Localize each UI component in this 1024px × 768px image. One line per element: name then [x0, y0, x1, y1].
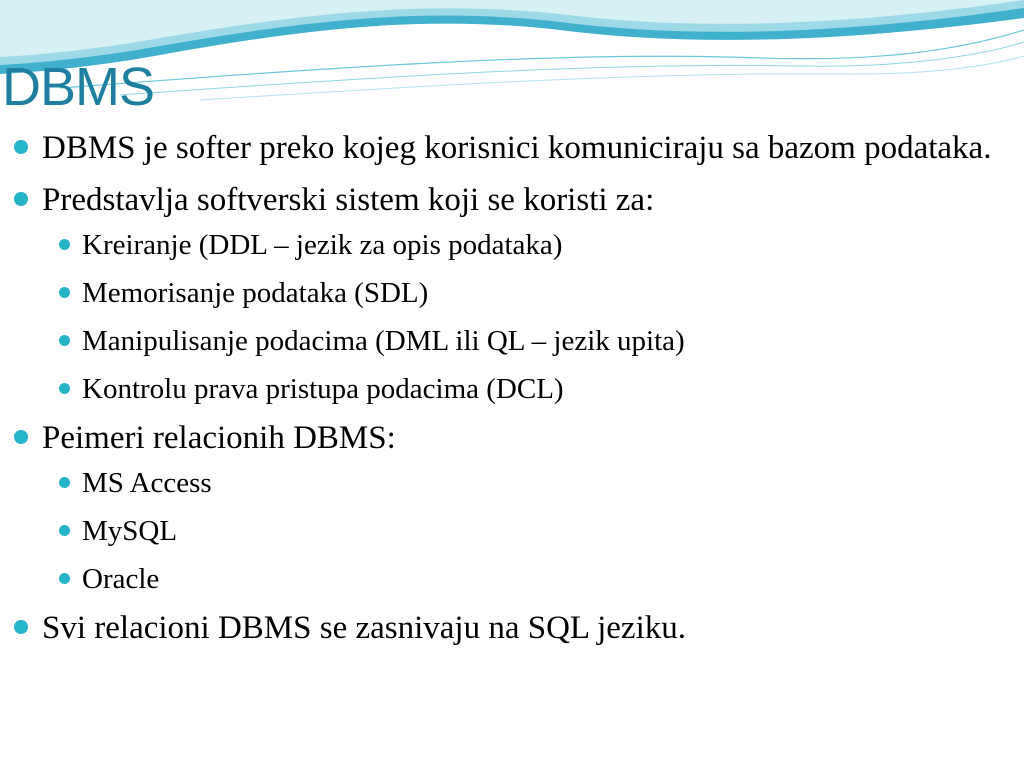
bullet-dot-icon	[14, 620, 28, 634]
bullet-text: Predstavlja softverski sistem koji se koristi za:	[42, 182, 655, 218]
bullet-dot-icon	[59, 525, 70, 536]
bullet-dot-icon	[59, 287, 70, 298]
bullet-text: Oracle	[82, 563, 160, 595]
bullet-text: DBMS je softer preko kojeg korisnici komuniciraju sa bazom podataka.	[42, 130, 992, 166]
bullet-text: Svi relacioni DBMS se zasnivaju na SQL jeziku.	[42, 610, 686, 646]
bullet-dot-icon	[59, 239, 70, 250]
bullet-dot-icon	[59, 335, 70, 346]
bullet-item	[14, 128, 1014, 169]
bullet-dot-icon	[14, 140, 28, 154]
bullet-dot-icon	[14, 430, 28, 444]
bullet-item	[14, 180, 1014, 221]
sub-bullet-item	[14, 226, 1014, 264]
sub-bullet-item	[14, 464, 1014, 502]
wave-line-2	[120, 42, 1024, 95]
sub-bullet-item	[14, 370, 1014, 408]
bullet-text: Manipulisanje podacima (DML ili QL – jezik upita)	[82, 325, 685, 357]
bullet-dot-icon	[59, 383, 70, 394]
bullet-text: Kontrolu prava pristupa podacima (DCL)	[82, 373, 564, 405]
bullet-dot-icon	[14, 192, 28, 206]
bullet-text: MS Access	[82, 467, 212, 499]
sub-bullet-item	[14, 322, 1014, 360]
slide-title: DBMS	[2, 57, 155, 117]
sub-bullet-item	[14, 560, 1014, 598]
bullet-dot-icon	[59, 477, 70, 488]
bullet-text: Memorisanje podataka (SDL)	[82, 277, 429, 309]
sub-bullet-item	[14, 512, 1014, 550]
bullet-item	[14, 418, 1014, 459]
bullet-text: Peimeri relacionih DBMS:	[42, 420, 396, 456]
wave-line-3	[200, 56, 1024, 100]
sub-bullet-item	[14, 274, 1014, 312]
bullet-list	[14, 128, 1014, 660]
bullet-text: MySQL	[82, 515, 178, 547]
bullet-dot-icon	[59, 573, 70, 584]
bullet-item	[14, 608, 1014, 649]
bullet-text: Kreiranje (DDL – jezik za opis podataka)	[82, 229, 563, 261]
